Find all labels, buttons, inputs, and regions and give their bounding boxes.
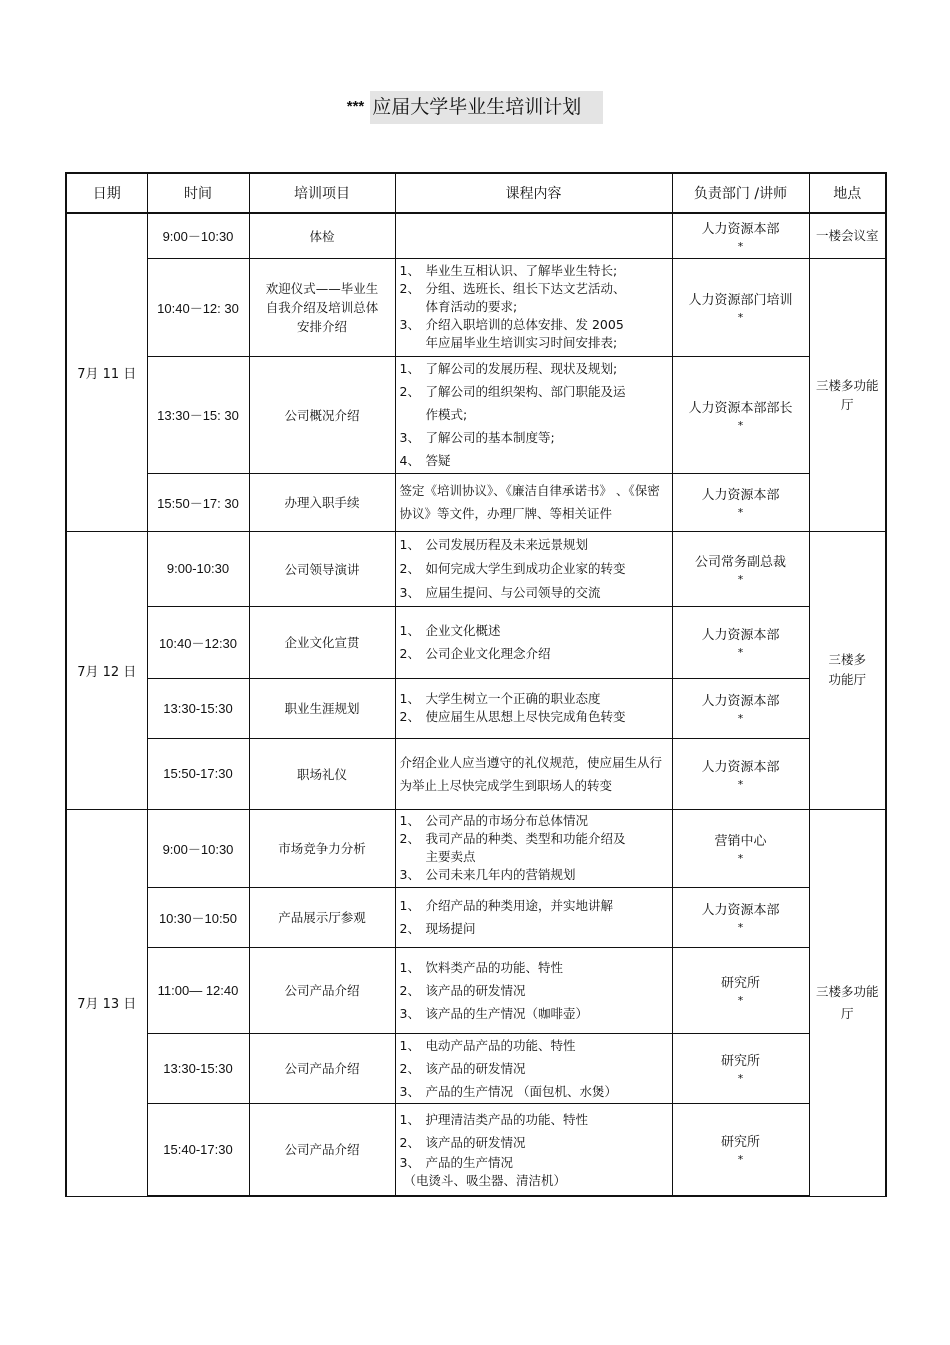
content-line: [400, 866, 668, 884]
content-line: [400, 812, 668, 830]
dept-cell: [672, 258, 809, 356]
line-number: 2、: [399, 1060, 420, 1076]
content-cell: [395, 606, 672, 678]
header-date: 日期: [66, 173, 147, 213]
dept-cell: [672, 887, 809, 947]
content-line: [400, 1057, 668, 1080]
line-number: 2、: [399, 560, 420, 576]
content-line: [400, 830, 668, 848]
content-line: [400, 619, 668, 642]
dept-name: 研究所: [720, 976, 760, 991]
line-text: 现场提问: [425, 921, 476, 936]
line-number: 2、: [399, 921, 420, 936]
content-line: [400, 642, 668, 665]
dept-name: 研究所: [720, 1054, 760, 1069]
line-number: 1、: [399, 536, 420, 552]
item-cell: 职业生涯规划: [249, 678, 395, 738]
line-number: 3、: [399, 317, 420, 332]
item-cell: 公司产品介绍: [249, 947, 395, 1033]
dept-name: 公司常务副总裁: [694, 554, 786, 570]
content-line: [400, 449, 668, 472]
line-number: 1、: [399, 691, 420, 706]
content-line: [400, 690, 668, 708]
content-cell: [395, 356, 672, 473]
item-cell: 职场礼仪: [249, 738, 395, 809]
content-line: [400, 894, 668, 917]
dept-cell: [672, 1103, 809, 1196]
time-cell: 11:00— 12:40: [147, 947, 249, 1033]
line-text: 企业文化概述: [425, 623, 501, 638]
line-number: 2、: [399, 831, 420, 846]
line-text: 该产品的研发情况: [425, 1135, 526, 1151]
content-line: [400, 1154, 668, 1172]
line-text: 分组、选班长、组长下达文艺活动、: [425, 281, 626, 296]
item-cell: 产品展示厅参观: [249, 887, 395, 947]
line-number: 3、: [399, 867, 420, 882]
line-number: 3、: [399, 1155, 420, 1171]
content-line: [400, 708, 668, 726]
item-cell: 公司概况介绍: [249, 356, 395, 473]
venue-cell: 三楼多功能厅: [809, 531, 886, 809]
dept-mark: *: [737, 506, 744, 519]
line-text: 大学生树立一个正确的职业态度: [425, 691, 601, 706]
dept-cell: [672, 678, 809, 738]
line-number: 2、: [399, 982, 420, 998]
content-line: [400, 917, 668, 940]
item-cell: 办理入职手续: [249, 473, 395, 531]
time-cell: 13:30-15:30: [147, 678, 249, 738]
line-number: 1、: [399, 623, 420, 638]
header-time: 时间: [147, 173, 249, 213]
header-item: 培训项目: [249, 173, 395, 213]
venue-cell: 三楼多功能厅: [809, 258, 886, 531]
line-number: 1、: [399, 813, 420, 828]
dept-mark: *: [737, 572, 744, 586]
content-line: [400, 380, 668, 403]
time-cell: 10:40－12:30: [147, 606, 249, 678]
line-number: 2、: [399, 646, 420, 661]
dept-cell: [672, 356, 809, 473]
line-text: 如何完成大学生到成功企业家的转变: [425, 560, 626, 576]
content-line: [400, 1034, 668, 1057]
content-cell: [395, 1033, 672, 1103]
dept-cell: [672, 531, 809, 606]
item-cell: 公司产品介绍: [249, 1103, 395, 1196]
dept-name: 人力资源本部: [701, 759, 780, 775]
venue-cell: 三楼多功能厅: [809, 809, 886, 1196]
table-row: [66, 356, 886, 473]
dept-cell: [672, 947, 809, 1033]
content-line: 体育活动的要求;: [425, 299, 518, 314]
line-text: 了解公司的组织架构、部门职能及运: [425, 384, 626, 399]
time-cell: 9:00-10:30: [147, 531, 249, 606]
table-row: [66, 809, 886, 887]
time-cell: 13:30-15:30: [147, 1033, 249, 1103]
content-line: [400, 280, 668, 298]
line-text: 该产品的研发情况: [425, 982, 526, 998]
item-cell: 体检: [249, 213, 395, 258]
header-venue: 地点: [809, 173, 886, 213]
dept-name: 人力资源本部: [701, 488, 780, 503]
line-text: 公司发展历程及未来远景规划: [425, 536, 589, 552]
dept-cell: [672, 809, 809, 887]
dept-cell: [672, 213, 809, 258]
table-row: [66, 1103, 886, 1196]
content-cell: 介绍企业人应当遵守的礼仪规范，使应届生从行为举止上尽快完成学生到职场人的转变: [395, 738, 672, 809]
venue-cell: 一楼会议室: [809, 213, 886, 258]
line-number: 1、: [399, 898, 420, 913]
header-dept: 负责部门 /讲师: [672, 173, 809, 213]
line-text: 公司企业文化理念介绍: [425, 646, 551, 661]
header-content: 课程内容: [395, 173, 672, 213]
line-text: 了解公司的基本制度等;: [425, 430, 555, 445]
dept-mark: *: [737, 1153, 744, 1167]
content-line: [400, 979, 668, 1002]
dept-name: 人力资源本部: [701, 694, 780, 709]
line-text: 介绍产品的种类用途，并实地讲解: [425, 898, 614, 913]
dept-mark: *: [737, 646, 744, 659]
content-line: [400, 956, 668, 979]
line-number: 2、: [399, 281, 420, 296]
content-line: 年应届毕业生培训实习时间安排表;: [425, 335, 618, 350]
line-number: 1、: [399, 1112, 420, 1128]
dept-mark: *: [737, 852, 744, 865]
content-cell: [395, 1103, 672, 1196]
dept-cell: [672, 606, 809, 678]
line-number: 2、: [399, 1135, 420, 1151]
line-text: 该产品的研发情况: [425, 1060, 526, 1076]
line-text: 毕业生互相认识、了解毕业生特长;: [425, 263, 618, 278]
line-number: 2、: [399, 384, 420, 399]
item-cell: 企业文化宣贯: [249, 606, 395, 678]
content-cell: [395, 258, 672, 356]
line-text: 答疑: [425, 453, 451, 468]
content-line: 主要卖点: [425, 849, 476, 864]
line-number: 1、: [399, 361, 420, 376]
line-text: 饮料类产品的功能、特性: [425, 959, 564, 975]
line-number: 2、: [399, 709, 420, 724]
date-cell: 7月 12 日: [66, 531, 147, 809]
dept-name: 人力资源本部: [701, 628, 780, 643]
dept-name: 研究所: [720, 1135, 760, 1151]
content-line: [400, 557, 668, 581]
line-number: 1、: [399, 1037, 420, 1053]
dept-mark: *: [737, 1072, 744, 1085]
table-row: [66, 531, 886, 606]
content-cell: [395, 887, 672, 947]
content-cell: [395, 531, 672, 606]
dept-name: 人力资源部门培训: [688, 293, 793, 308]
item-cell: 市场竞争力分析: [249, 809, 395, 887]
content-cell: [395, 213, 672, 258]
dept-name: 营销中心: [714, 834, 767, 849]
line-text: 使应届生从思想上尽快完成角色转变: [425, 709, 626, 724]
content-line: [400, 1108, 668, 1131]
content-line: [400, 581, 668, 605]
line-text: 应届生提问、与公司领导的交流: [425, 584, 601, 600]
line-text: 电动产品产品的功能、特性: [425, 1037, 576, 1053]
content-line: [400, 1080, 668, 1103]
line-text: 我司产品的种类、类型和功能介绍及: [425, 831, 626, 846]
line-text: 介绍入职培训的总体安排、发 2005: [425, 317, 624, 332]
time-cell: 15:40-17:30: [147, 1103, 249, 1196]
dept-mark: *: [737, 418, 744, 432]
table-row: [66, 473, 886, 531]
content-cell: 签定《培训协议》、《廉洁自律承诺书》 、《保密协议》等文件，办理厂牌、等相关证件: [395, 473, 672, 531]
content-cell: [395, 947, 672, 1033]
time-cell: 15:50-17:30: [147, 738, 249, 809]
date-cell: 7月 11 日: [66, 213, 147, 531]
line-number: 3、: [399, 430, 420, 445]
content-line: [400, 1131, 668, 1154]
content-line: [400, 316, 668, 334]
dept-name: 人力资源本部: [701, 221, 780, 237]
line-text: 护理清洁类产品的功能、特性: [425, 1112, 589, 1128]
line-text: 公司产品的市场分布总体情况: [425, 813, 589, 828]
content-line: [400, 533, 668, 557]
page-title: [0, 92, 950, 119]
content-line: [400, 426, 668, 449]
line-text: 了解公司的发展历程、现状及规划;: [425, 361, 618, 376]
dept-mark: *: [737, 921, 744, 934]
training-plan-table: [65, 172, 887, 1197]
dept-cell: [672, 1033, 809, 1103]
dept-cell: [672, 738, 809, 809]
table-row: [66, 258, 886, 356]
table-row: [66, 606, 886, 678]
line-number: 3、: [399, 1005, 420, 1021]
content-line: [400, 262, 668, 280]
dept-cell: [672, 473, 809, 531]
time-cell: 9:00－10:30: [147, 809, 249, 887]
table-row: [66, 678, 886, 738]
time-cell: 10:30－10:50: [147, 887, 249, 947]
line-text: 该产品的生产情况（咖啡壶）: [425, 1005, 589, 1021]
table-row: [66, 738, 886, 809]
content-line: （电烫斗、吸尘器、清洁机）: [403, 1173, 567, 1189]
dept-mark: *: [737, 712, 744, 725]
table-row: [66, 213, 886, 258]
item-cell: 欢迎仪式——毕业生自我介绍及培训总体安排介绍: [249, 258, 395, 356]
line-number: 4、: [399, 453, 420, 468]
table-row: [66, 947, 886, 1033]
line-text: 产品的生产情况 （面包机、水煲）: [425, 1083, 617, 1099]
dept-mark: *: [737, 239, 744, 253]
content-cell: [395, 678, 672, 738]
time-cell: 10:40－12: 30: [147, 258, 249, 356]
item-cell: 公司领导演讲: [249, 531, 395, 606]
content-cell: [395, 809, 672, 887]
dept-name: 人力资源本部: [701, 903, 780, 918]
time-cell: 15:50－17: 30: [147, 473, 249, 531]
line-number: 1、: [399, 263, 420, 278]
table-row: [66, 1033, 886, 1103]
line-number: 3、: [399, 584, 420, 600]
dept-mark: *: [737, 777, 744, 791]
dept-mark: *: [737, 994, 744, 1007]
title-text: 应届大学毕业生培训计划: [370, 91, 603, 124]
line-text: 公司未来几年内的营销规划: [425, 867, 576, 882]
line-number: 1、: [399, 959, 420, 975]
content-line: 作模式;: [425, 407, 468, 422]
table-header-row: [66, 173, 886, 213]
dept-mark: *: [737, 311, 744, 324]
time-cell: 13:30－15: 30: [147, 356, 249, 473]
line-number: 3、: [399, 1083, 420, 1099]
table-row: [66, 887, 886, 947]
item-cell: 公司产品介绍: [249, 1033, 395, 1103]
content-line: [400, 357, 668, 380]
dept-name: 人力资源本部部长: [688, 400, 793, 416]
date-cell: 7月 13 日: [66, 809, 147, 1196]
line-text: 产品的生产情况: [425, 1155, 514, 1171]
time-cell: 9:00－10:30: [147, 213, 249, 258]
content-line: [400, 1002, 668, 1025]
title-stars: ***: [346, 98, 365, 115]
